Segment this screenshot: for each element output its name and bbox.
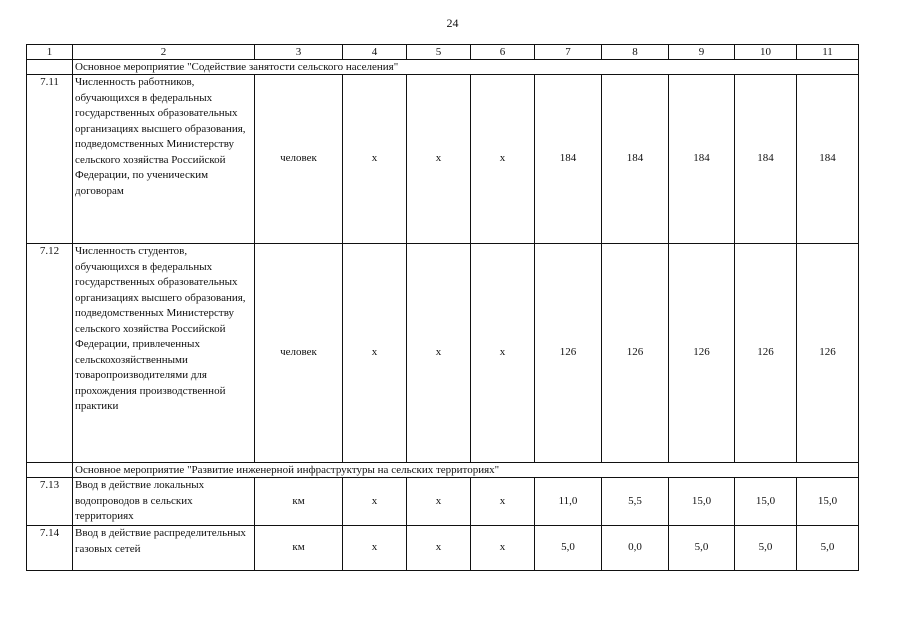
column-header: 9 — [669, 45, 735, 60]
row-number: 7.13 — [27, 478, 73, 526]
value-cell: 126 — [602, 244, 669, 463]
section-num-cell — [27, 60, 73, 75]
value-cell: х — [343, 244, 407, 463]
value-cell: 15,0 — [797, 478, 859, 526]
unit-cell: человек — [255, 244, 343, 463]
table-row — [27, 526, 859, 571]
section-title: Основное мероприятие "Содействие занятости сельского населения" — [73, 60, 859, 75]
value-cell: х — [471, 478, 535, 526]
value-cell: 184 — [797, 75, 859, 244]
value-cell: 5,0 — [535, 526, 602, 571]
column-header: 11 — [797, 45, 859, 60]
table-row — [27, 244, 859, 463]
value-cell: х — [471, 75, 535, 244]
value-cell: 0,0 — [602, 526, 669, 571]
table-header-row — [27, 45, 859, 60]
column-header: 4 — [343, 45, 407, 60]
table-row — [27, 75, 859, 244]
unit-cell: человек — [255, 75, 343, 244]
value-cell: х — [343, 526, 407, 571]
page-number: 24 — [446, 16, 459, 30]
table-row — [27, 478, 859, 526]
value-cell: 5,0 — [669, 526, 735, 571]
indicator-name: Численность работников, обучающихся в федеральных государственных образовательных организациях высшего образования, подведомственных Министерству сельского хозяйства Российской Федерации, по ученическим договорам — [73, 75, 255, 244]
value-cell: 126 — [797, 244, 859, 463]
row-number: 7.11 — [27, 75, 73, 244]
value-cell: 184 — [669, 75, 735, 244]
value-cell: 15,0 — [669, 478, 735, 526]
value-cell: 5,0 — [735, 526, 797, 571]
indicator-name: Ввод в действие распределительных газовых сетей — [73, 526, 255, 571]
value-cell: 184 — [535, 75, 602, 244]
row-number: 7.12 — [27, 244, 73, 463]
column-header: 3 — [255, 45, 343, 60]
value-cell: 5,5 — [602, 478, 669, 526]
unit-cell: км — [255, 478, 343, 526]
value-cell: х — [471, 526, 535, 571]
indicator-table — [26, 44, 859, 571]
column-header: 8 — [602, 45, 669, 60]
column-header: 2 — [73, 45, 255, 60]
value-cell: 126 — [669, 244, 735, 463]
value-cell: х — [407, 478, 471, 526]
value-cell: х — [343, 478, 407, 526]
value-cell: 184 — [735, 75, 797, 244]
unit-cell: км — [255, 526, 343, 571]
column-header: 6 — [471, 45, 535, 60]
value-cell: х — [407, 244, 471, 463]
section-num-cell — [27, 463, 73, 478]
row-number: 7.14 — [27, 526, 73, 571]
indicator-name: Численность студентов, обучающихся в федеральных государственных образовательных организациях высшего образования, подведомственных Министерству сельского хозяйства Российской Федерации, привлеченных сельскохозяйственными товаропроизводителями для прохождения производственной практики — [73, 244, 255, 463]
value-cell: х — [407, 526, 471, 571]
value-cell: 11,0 — [535, 478, 602, 526]
value-cell: х — [343, 75, 407, 244]
section-row — [27, 463, 859, 478]
value-cell: 184 — [602, 75, 669, 244]
column-header: 7 — [535, 45, 602, 60]
value-cell: х — [407, 75, 471, 244]
value-cell: 5,0 — [797, 526, 859, 571]
column-header: 10 — [735, 45, 797, 60]
indicator-name: Ввод в действие локальных водопроводов в сельских территориях — [73, 478, 255, 526]
section-title: Основное мероприятие "Развитие инженерной инфраструктуры на сельских территориях" — [73, 463, 859, 478]
value-cell: 126 — [535, 244, 602, 463]
value-cell: х — [471, 244, 535, 463]
value-cell: 126 — [735, 244, 797, 463]
column-header: 1 — [27, 45, 73, 60]
section-row — [27, 60, 859, 75]
value-cell: 15,0 — [735, 478, 797, 526]
column-header: 5 — [407, 45, 471, 60]
